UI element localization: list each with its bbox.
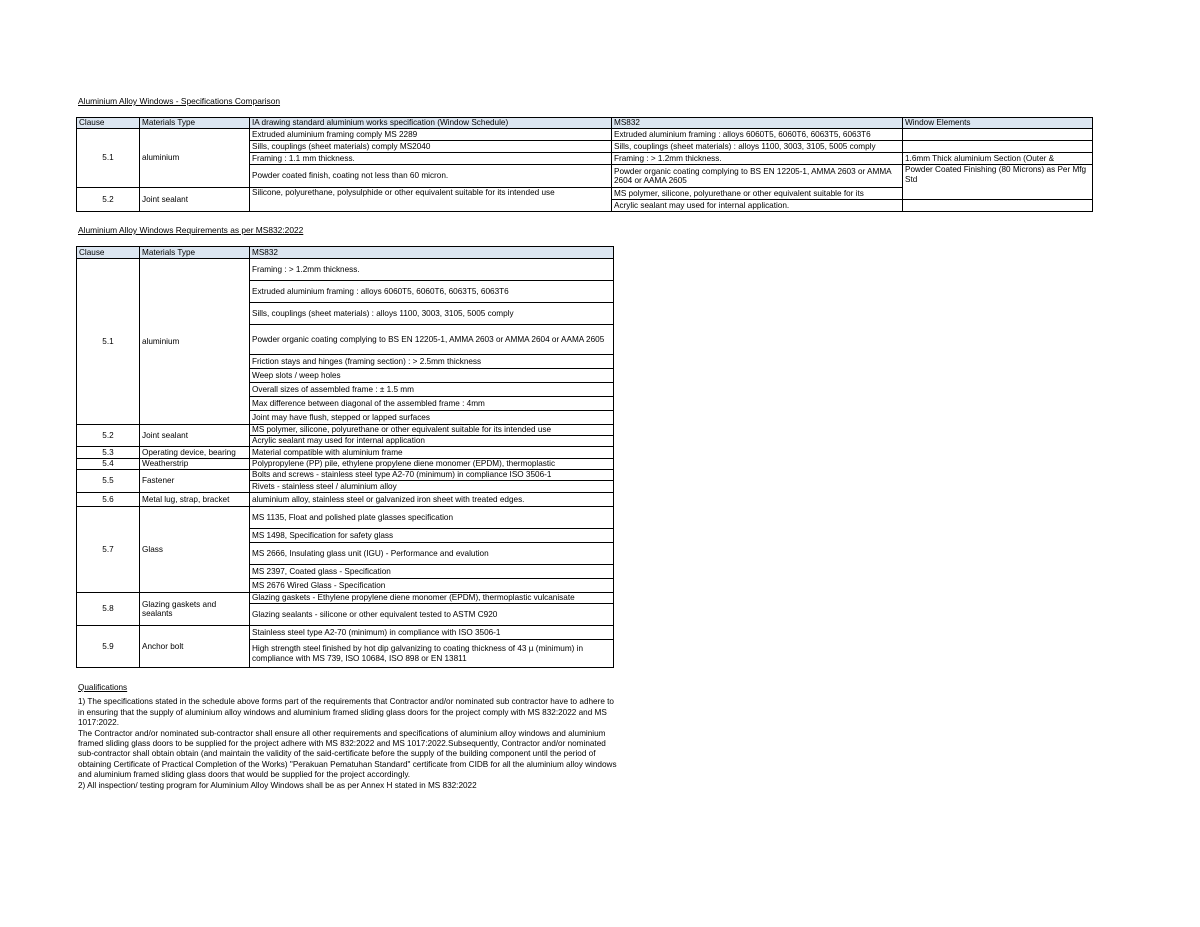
header-ms832: MS832: [250, 247, 614, 259]
table-row: [77, 626, 614, 640]
ms832-requirement-cell: Stainless steel type A2-70 (minimum) in compliance with ISO 3506-1: [250, 626, 614, 640]
qualifications-section: [78, 683, 618, 791]
ms832-requirement-cell: MS 2676 Wired Glass - Specification: [250, 579, 614, 593]
ms832-requirement-cell: Weep slots / weep holes: [250, 369, 614, 383]
clause-cell: 5.3: [77, 447, 140, 459]
table-row: [77, 470, 614, 481]
materials-type-cell: Weatherstrip: [140, 459, 250, 470]
header-window-elements: Window Elements: [903, 118, 1093, 129]
table-row: [77, 129, 1093, 141]
ms832-requirement-cell: Joint may have flush, stepped or lapped surfaces: [250, 411, 614, 425]
header-ia-drawing-spec: IA drawing standard aluminium works specification (Window Schedule): [250, 118, 612, 129]
header-clause: Clause: [77, 118, 140, 129]
ms832-requirement-cell: Extruded aluminium framing : alloys 6060T5, 6060T6, 6063T5, 6063T6: [250, 281, 614, 303]
clause-cell: 5.1: [77, 259, 140, 425]
spec-cell: Sills, couplings (sheet materials) comply MS2040: [250, 141, 612, 153]
materials-type-cell: aluminium: [140, 129, 250, 188]
ms832-cell: Extruded aluminium framing : alloys 6060T5, 6060T6, 6063T5, 6063T6: [612, 129, 903, 141]
ms832-requirement-cell: Glazing sealants - silicone or other equivalent tested to ASTM C920: [250, 604, 614, 626]
materials-type-cell: Operating device, bearing: [140, 447, 250, 459]
ms832-requirement-cell: Powder organic coating complying to BS EN 12205-1, AMMA 2603 or AMMA 2604 or AAMA 2605: [250, 325, 614, 355]
ms832-requirement-cell: aluminium alloy, stainless steel or galvanized iron sheet with treated edges.: [250, 493, 614, 507]
ms832-cell: MS polymer, silicone, polyurethane or other equivalent suitable for its: [612, 188, 903, 200]
ms832-requirement-cell: Glazing gaskets - Ethylene propylene diene monomer (EPDM), thermoplastic vulcanisate: [250, 593, 614, 604]
table1-header-row: [77, 118, 1093, 129]
ms832-requirement-cell: Acrylic sealant may used for internal application: [250, 436, 614, 447]
clause-cell: 5.2: [77, 188, 140, 212]
spec-cell: Powder coated finish, coating not less than 60 micron.: [250, 165, 612, 188]
clause-cell: 5.1: [77, 129, 140, 188]
header-materials-type: Materials Type: [140, 247, 250, 259]
ms832-requirement-cell: MS 1135, Float and polished plate glasses specification: [250, 507, 614, 529]
ms832-requirement-cell: MS 2666, Insulating glass unit (IGU) - Performance and evalution: [250, 543, 614, 565]
spec-cell: Extruded aluminium framing comply MS 2289: [250, 129, 612, 141]
ms832-requirement-cell: Framing : > 1.2mm thickness.: [250, 259, 614, 281]
materials-type-cell: Glazing gaskets and sealants: [140, 593, 250, 626]
ms832-requirement-cell: Rivets - stainless steel / aluminium alloy: [250, 481, 614, 493]
requirements-table: [76, 246, 614, 668]
table-row: [77, 259, 614, 281]
table1-title: Aluminium Alloy Windows - Specifications Comparison: [78, 96, 281, 106]
window-element-cell: Powder Coated Finishing (80 Microns) as Per Mfg Std: [903, 165, 1093, 200]
materials-type-cell: aluminium: [140, 259, 250, 425]
window-element-cell: 1.6mm Thick aluminium Section (Outer &: [903, 153, 1093, 165]
clause-cell: 5.6: [77, 493, 140, 507]
window-element-cell: [903, 129, 1093, 141]
header-clause: Clause: [77, 247, 140, 259]
materials-type-cell: Anchor bolt: [140, 626, 250, 668]
clause-cell: 5.4: [77, 459, 140, 470]
clause-cell: 5.8: [77, 593, 140, 626]
ms832-requirement-cell: High strength steel finished by hot dip galvanizing to coating thickness of 43 µ (minimum) in compliance with MS 739, ISO 10684, ISO 898 or EN 13811: [250, 640, 614, 668]
clause-cell: 5.5: [77, 470, 140, 493]
specifications-comparison-table: [76, 117, 1093, 212]
window-element-cell: [903, 200, 1093, 212]
ms832-requirement-cell: Material compatible with aluminium frame: [250, 447, 614, 459]
table-row: [77, 447, 614, 459]
header-ms832: MS832: [612, 118, 903, 129]
ms832-requirement-cell: MS 2397, Coated glass - Specification: [250, 565, 614, 579]
spec-cell: Framing : 1.1 mm thickness.: [250, 153, 612, 165]
table-row: [77, 459, 614, 470]
window-element-cell: [903, 141, 1093, 153]
qualifications-heading: Qualifications: [78, 683, 128, 692]
ms832-cell: Sills, couplings (sheet materials) : alloys 1100, 3003, 3105, 5005 comply: [612, 141, 903, 153]
ms832-requirement-cell: Sills, couplings (sheet materials) : alloys 1100, 3003, 3105, 5005 comply: [250, 303, 614, 325]
qualification-paragraph-1: 1) The specifications stated in the schedule above forms part of the requirements that Contractor and/or nominated sub contractor have to adhere to in ensuring that the supply of aluminium alloy windows and aluminium framed sliding glass doors for the project comply with MS 832:2022 and MS 1017:2022.: [78, 697, 614, 728]
table-row: [77, 593, 614, 604]
ms832-cell: Acrylic sealant may used for internal application.: [612, 200, 903, 212]
materials-type-cell: Metal lug, strap, bracket: [140, 493, 250, 507]
ms832-requirement-cell: MS polymer, silicone, polyurethane or other equivalent suitable for its intended use: [250, 425, 614, 436]
clause-cell: 5.2: [77, 425, 140, 447]
materials-type-cell: Fastener: [140, 470, 250, 493]
clause-cell: 5.7: [77, 507, 140, 593]
table-row: [77, 507, 614, 529]
table-row: [77, 425, 614, 436]
materials-type-cell: Glass: [140, 507, 250, 593]
spec-cell: Silicone, polyurethane, polysulphide or other equivalent suitable for its intended use: [250, 188, 612, 212]
ms832-requirement-cell: Overall sizes of assembled frame : ± 1.5 mm: [250, 383, 614, 397]
materials-type-cell: Joint sealant: [140, 188, 250, 212]
ms832-requirement-cell: Polypropylene (PP) pile, ethylene propylene diene monomer (EPDM), thermoplastic: [250, 459, 614, 470]
materials-type-cell: Joint sealant: [140, 425, 250, 447]
qualification-paragraph-2: The Contractor and/or nominated sub-contractor shall ensure all other requirements and specifications of aluminium alloy windows and aluminium framed sliding glass doors to be supplied for the project adhere with MS 832:2022 and MS 1017:2022.Subsequently, Contractor and/or nominated sub-contractor shall obtain obtain (and maintain the validity of the said-certificate before the supply of the building component until the period of obtaining Certificate of Practical Completion of the Works) "Perakuan Pematuhan Standard" certificate from CIDB for all the aluminium alloy windows and aluminium framed sliding glass doors that would be supplied for the project accordingly.: [78, 728, 617, 780]
qualification-paragraph-3: 2) All inspection/ testing program for Aluminium Alloy Windows shall be as per Annex H stated in MS 832:2022: [78, 780, 477, 790]
header-materials-type: Materials Type: [140, 118, 250, 129]
clause-cell: 5.9: [77, 626, 140, 668]
ms832-cell: Framing : > 1.2mm thickness.: [612, 153, 903, 165]
table-row: [77, 493, 614, 507]
table2-header-row: [77, 247, 614, 259]
ms832-requirement-cell: Friction stays and hinges (framing section) : > 2.5mm thickness: [250, 355, 614, 369]
ms832-requirement-cell: MS 1498, Specification for safety glass: [250, 529, 614, 543]
ms832-requirement-cell: Max difference between diagonal of the assembled frame : 4mm: [250, 397, 614, 411]
table2-title: Aluminium Alloy Windows Requirements as per MS832:2022: [78, 225, 304, 235]
ms832-cell: Powder organic coating complying to BS EN 12205-1, AMMA 2603 or AMMA 2604 or AAMA 2605: [612, 165, 903, 188]
ms832-requirement-cell: Bolts and screws - stainless steel type A2-70 (minimum) in compliance ISO 3506-1: [250, 470, 614, 481]
